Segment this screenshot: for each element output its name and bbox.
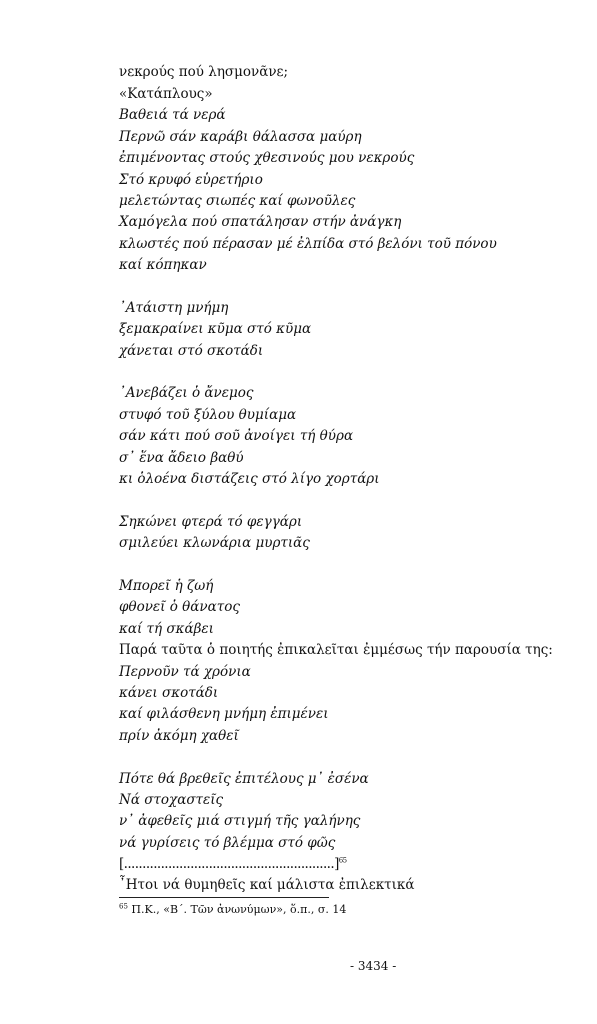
verse-line: Νά στοχαστεῖς — [119, 792, 224, 808]
verse-line: φθονεῖ ὁ θάνατος — [119, 599, 240, 615]
prose-line: ῏Ητοι νά θυμηθεῖς καί μάλιστα ἐπιλεκτικά — [119, 877, 415, 893]
verse-line: καί φιλάσθενη μνήμη ἐπιμένει — [119, 706, 329, 722]
verse-line: κι ὁλοένα διστάζεις στό λίγο χορτάρι — [119, 471, 380, 487]
elision-dots: [.........................................................] — [119, 856, 339, 872]
verse-line: μελετώντας σιωπές καί φωνοῦλες — [119, 193, 356, 209]
footnote — [119, 903, 346, 917]
verse-line: ᾽Ανεβάζει ὁ ἄνεμος — [119, 385, 254, 401]
verse-line: Περνοῦν τά χρόνια — [119, 664, 251, 680]
verse-line: ξεμακραίνει κῦμα στό κῦμα — [119, 321, 312, 337]
verse-line: καί κόπηκαν — [119, 257, 207, 273]
footnote-divider — [119, 897, 329, 898]
text-line: νεκρούς πού λησμονᾶνε; — [119, 64, 289, 80]
verse-line: καί τή σκάβει — [119, 621, 214, 637]
footnote-number: 65 — [119, 902, 128, 911]
verse-line: ᾽Ατάιστη μνήμη — [119, 300, 229, 316]
verse-line: σ᾽ ἕνα ἄδειο βαθύ — [119, 450, 244, 466]
verse-line: Χαμόγελα πού σπατάλησαν στήν ἀνάγκη — [119, 214, 402, 230]
verse-line: Στό κρυφό εὑρετήριο — [119, 172, 263, 188]
footnote-reference: 65 — [338, 856, 347, 865]
verse-line: ν᾽ ἀφεθεῖς μιά στιγμή τῆς γαλήνης — [119, 813, 361, 829]
prose-line: Παρά ταῦτα ὁ ποιητής ἐπικαλεῖται ἐμμέσως τήν παρουσία της: — [119, 642, 553, 658]
verse-line: κάνει σκοτάδι — [119, 685, 219, 701]
verse-line: νά γυρίσεις τό βλέμμα στό φῶς — [119, 835, 336, 851]
verse-line: σμιλεύει κλωνάρια μυρτιᾶς — [119, 535, 310, 551]
verse-line: στυφό τοῦ ξύλου θυμίαμα — [119, 407, 297, 423]
verse-line: Βαθειά τά νερά — [119, 107, 226, 123]
poem-title: «Κατάπλους» — [119, 86, 213, 102]
verse-line: ἐπιμένοντας στούς χθεσινούς μου νεκρούς — [119, 150, 415, 166]
verse-line: πρίν ἀκόμη χαθεῖ — [119, 728, 239, 744]
verse-line: Μπορεῖ ἡ ζωή — [119, 578, 214, 594]
page-number: - 3434 - — [350, 959, 397, 973]
verse-line: σάν κάτι πού σοῦ ἀνοίγει τή θύρα — [119, 428, 354, 444]
verse-line: Πότε θά βρεθεῖς ἐπιτέλους μ᾽ ἐσένα — [119, 771, 369, 787]
verse-line: Περνῶ σάν καράβι θάλασσα μαύρη — [119, 129, 362, 145]
verse-line: χάνεται στό σκοτάδι — [119, 343, 264, 359]
verse-line: Σηκώνει φτερά τό φεγγάρι — [119, 514, 303, 530]
footnote-text: Π.Κ., «Β΄. Τῶν ἀνωνύμων», ὅ.π., σ. 14 — [127, 903, 347, 916]
elision-line — [119, 855, 346, 873]
verse-line: κλωστές πού πέρασαν μέ ἐλπίδα στό βελόνι τοῦ πόνου — [119, 236, 497, 252]
